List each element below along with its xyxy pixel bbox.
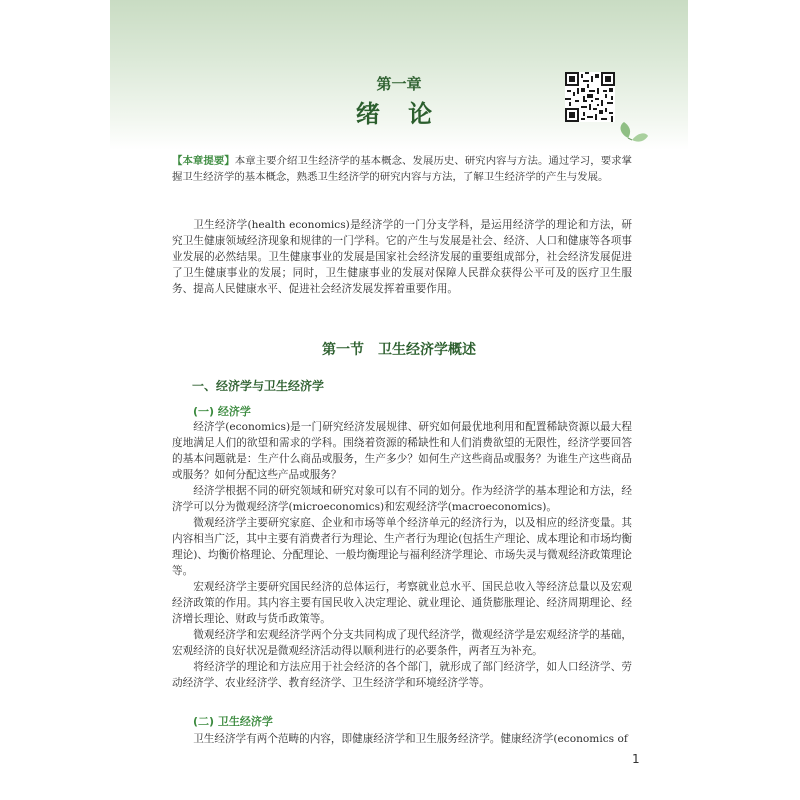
qr-code-icon[interactable] [565, 72, 615, 122]
paragraph: 微观经济学和宏观经济学两个分支共同构成了现代经济学，微观经济学是宏观经济学的基础，宏观经济的良好状况是微观经济活动得以顺利进行的必要条件，两者互为补充。 [172, 629, 632, 657]
page-number: 1 [632, 752, 640, 766]
paragraph: 经济学(economics)是一门研究经济发展规律、研究如何最优地利用和配置稀缺资源以最大程度地满足人们的欲望和需求的学科。围绕着资源的稀缺性和人们消费欲望的无限性，经济学要回答的基本问题就是：生产什么商品或服务，生产多少？如何生产这些商品或服务？为谁生产这些商品或服务？如何分配这些产品或服务？ [172, 421, 632, 481]
part-title-economics: (一) 经济学 [193, 405, 251, 418]
paragraph: 经济学根据不同的研究领域和研究对象可以有不同的划分。作为经济学的基本理论和方法，经济学可以分为微观经济学(microeconomics)和宏观经济学(macroeconomics)。 [172, 485, 632, 513]
intro-paragraph [172, 217, 632, 297]
paragraph: 卫生经济学有两个范畴的内容，即健康经济学和卫生服务经济学。健康经济学(economics of [193, 733, 628, 745]
chapter-title: 绪 论 [355, 100, 443, 128]
section-title: 第一节 卫生经济学概述 [322, 342, 476, 358]
leaf-decoration-icon [610, 112, 650, 147]
health-economics-body [172, 731, 632, 747]
book-page [110, 0, 688, 800]
subsection-title: 一、经济学与卫生经济学 [192, 379, 325, 393]
paragraph: 宏观经济学主要研究国民经济的总体运行，考察就业总水平、国民总收入等经济总量以及宏观经济政策的作用。其内容主要有国民收入决定理论、就业理论、通货膨胀理论、经济周期理论、经济增长理论、财政与货币政策等。 [172, 581, 632, 625]
summary-text: 本章主要介绍卫生经济学的基本概念、发展历史、研究内容与方法。通过学习，要求掌握卫生经济学的基本概念，熟悉卫生经济学的研究内容与方法，了解卫生经济学的产生与发展。 [172, 155, 633, 183]
paragraph: 将经济学的理论和方法应用于社会经济的各个部门，就形成了部门经济学，如人口经济学、劳动经济学、农业经济学、教育经济学、卫生经济学和环境经济学等。 [172, 661, 632, 689]
intro-text: 卫生经济学(health economics)是经济学的一门分支学科，是运用经济学的理论和方法，研究卫生健康领域经济现象和规律的一门学科。它的产生与发展是社会、经济、人口和健康等各项事业发展的必然结果。卫生健康事业的发展是国家社会经济发展的重要组成部分，社会经济发展促进了卫生健康事业的发展；同时，卫生健康事业的发展对保障人民群众获得公平可及的医疗卫生服务、提高人民健康水平、促进社会经济发展发挥着重要作用。 [172, 219, 632, 295]
economics-section-body [172, 419, 632, 691]
paragraph: 微观经济学主要研究家庭、企业和市场等单个经济单元的经济行为，以及相应的经济变量。其内容相当广泛，其中主要有消费者行为理论、生产者行为理论(包括生产理论、成本理论和市场均衡理论)、均衡价格理论、分配理论、一般均衡理论与福利经济学理论、市场失灵与微观经济政策理论等。 [172, 517, 632, 577]
chapter-summary [172, 153, 632, 185]
chapter-label: 第一章 [376, 75, 422, 93]
summary-tag: 【本章提要】 [172, 155, 235, 167]
part-title-health-economics: (二) 卫生经济学 [193, 715, 273, 728]
